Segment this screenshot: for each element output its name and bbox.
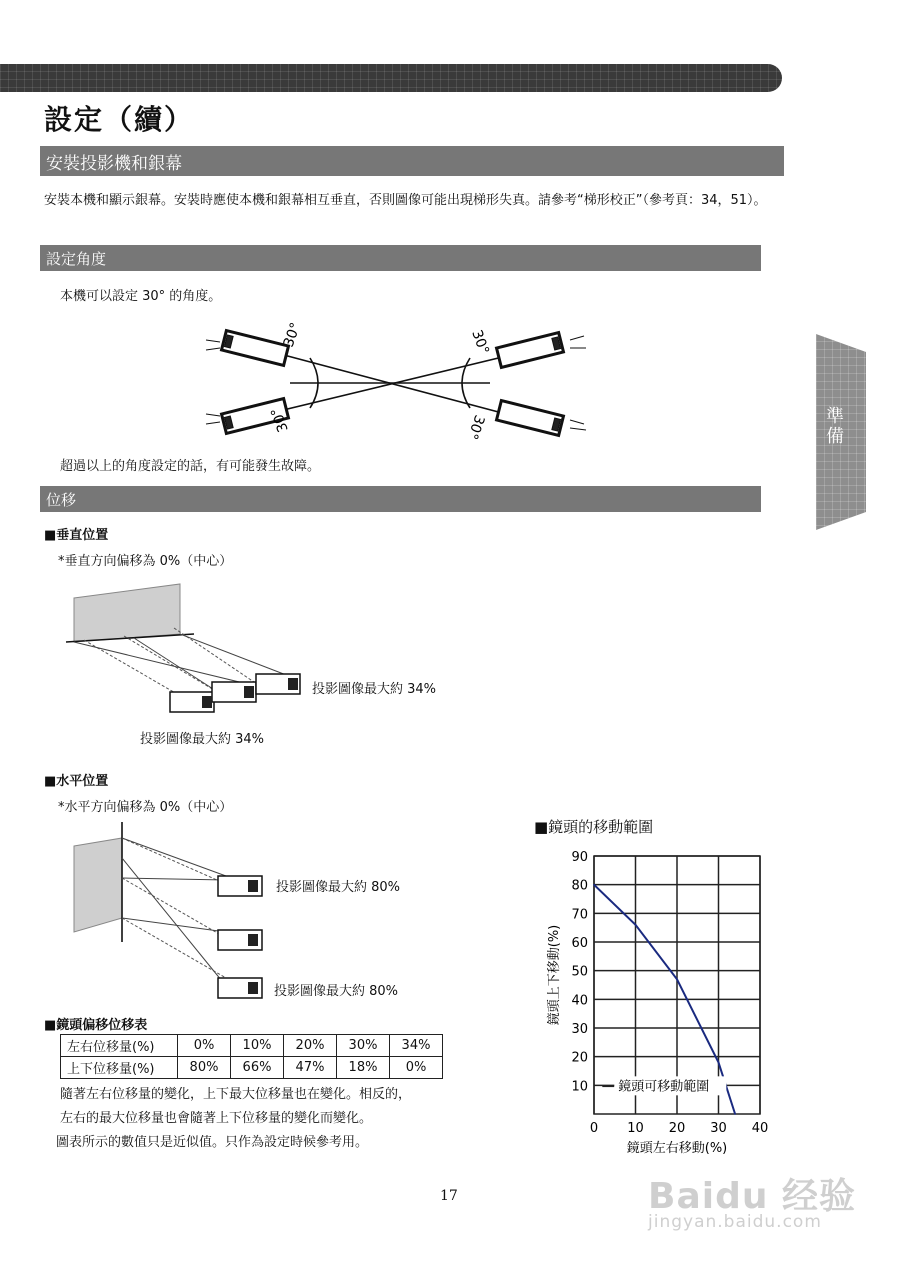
chart-y-tick-label: 10 <box>571 1079 588 1095</box>
install-paragraph: 安裝本機和顯示銀幕。安裝時應使本機和銀幕相互垂直，否則圖像可能出現梯形失真。請參考“梯形校正”（參考頁：34，51）。 <box>44 193 767 208</box>
section-header-shift: 位移 <box>40 486 761 512</box>
table-cell: 18% <box>337 1057 390 1079</box>
table-cell: 47% <box>284 1057 337 1079</box>
angle-diagram <box>200 318 600 446</box>
angle-warning: 超過以上的角度設定的話，有可能發生故障。 <box>60 459 321 474</box>
horizontal-note: *水平方向偏移為 0%（中心） <box>58 800 233 815</box>
section-header-install: 安裝投影機和銀幕 <box>40 146 784 176</box>
vertical-label-bottom: 投影圖像最大約 34% <box>140 732 265 747</box>
shift-note-1: 隨著左右位移量的變化，上下最大位移量也在變化。相反的， <box>60 1087 412 1102</box>
chart-x-label: 鏡頭左右移動(%) <box>626 1141 728 1156</box>
screen <box>74 584 180 642</box>
chart-annotation: 鏡頭可移動範圍 <box>618 1079 710 1095</box>
table-cell: 0% <box>390 1057 443 1079</box>
projector-top-right <box>497 333 564 368</box>
vertical-shift-diagram <box>64 578 304 718</box>
chart-y-label: 鏡頭上下移動(%) <box>547 924 562 1026</box>
horizontal-shift-diagram <box>66 818 266 1008</box>
chart-y-tick-label: 60 <box>571 936 588 951</box>
angle-label-top-left: 30° <box>280 320 305 350</box>
chart-y-tick-label: 70 <box>571 907 588 923</box>
table-row <box>61 1057 443 1079</box>
chart-y-tick-label: 20 <box>571 1050 588 1066</box>
horizontal-heading: ■水平位置 <box>44 774 109 789</box>
chart-x-tick-label: 20 <box>668 1121 686 1136</box>
chart-x-tick-label: 10 <box>627 1121 644 1136</box>
header-bar <box>0 64 782 92</box>
vertical-label-right: 投影圖像最大約 34% <box>312 682 437 697</box>
table-cell: 上下位移量(%) <box>61 1057 178 1079</box>
table-cell: 左右位移量(%) <box>61 1035 178 1057</box>
horizontal-label-top: 投影圖像最大約 80% <box>276 880 401 895</box>
table-cell: 10% <box>231 1035 284 1057</box>
vertical-heading: ■垂直位置 <box>44 528 109 543</box>
shift-table <box>60 1034 443 1079</box>
chart-y-tick-label: 90 <box>571 850 588 865</box>
page-title: 設定（續） <box>44 103 195 136</box>
watermark-brand: Baidu 经验 <box>648 1176 857 1217</box>
angle-label-bottom-right: 30° <box>463 412 488 442</box>
table-cell: 20% <box>284 1035 337 1057</box>
chart-x-tick-label: 40 <box>751 1121 769 1136</box>
chart-y-tick-label: 50 <box>571 964 588 980</box>
table-cell: 66% <box>231 1057 284 1079</box>
chart-y-tick-label: 30 <box>571 1022 588 1037</box>
watermark-url: jingyan.baidu.com <box>648 1212 822 1232</box>
angle-intro: 本機可以設定 30° 的角度。 <box>60 289 222 304</box>
shift-note-3: 圖表所示的數值只是近似值。只作為設定時候參考用。 <box>56 1135 369 1150</box>
side-tab-label: 準備 <box>823 406 844 446</box>
angle-label-top-right: 30° <box>468 327 492 357</box>
projector-bottom-right <box>497 401 564 436</box>
screen <box>74 838 122 932</box>
shift-table-heading: ■鏡頭偏移位移表 <box>44 1018 148 1033</box>
table-cell: 0% <box>178 1035 231 1057</box>
table-cell: 30% <box>337 1035 390 1057</box>
chart-x-tick-label: 0 <box>589 1121 599 1136</box>
section-header-angle: 設定角度 <box>40 245 761 271</box>
projector-top-left <box>222 331 289 366</box>
angle-label-bottom-left: 30° <box>268 405 292 435</box>
table-row <box>61 1035 443 1057</box>
horizontal-label-bottom: 投影圖像最大約 80% <box>274 984 399 999</box>
shift-note-2: 左右的最大位移量也會隨著上下位移量的變化而變化。 <box>60 1111 373 1126</box>
table-cell: 34% <box>390 1035 443 1057</box>
chart-title: ■鏡頭的移動範圍 <box>534 818 654 836</box>
lens-range-chart <box>540 846 780 1162</box>
chart-x-tick-label: 30 <box>710 1121 727 1136</box>
page-number: 17 <box>440 1188 458 1204</box>
table-cell: 80% <box>178 1057 231 1079</box>
vertical-note: *垂直方向偏移為 0%（中心） <box>58 554 233 569</box>
tilt-line-1 <box>250 346 540 423</box>
chart-y-tick-label: 80 <box>571 878 588 894</box>
chart-y-tick-label: 40 <box>571 993 588 1009</box>
